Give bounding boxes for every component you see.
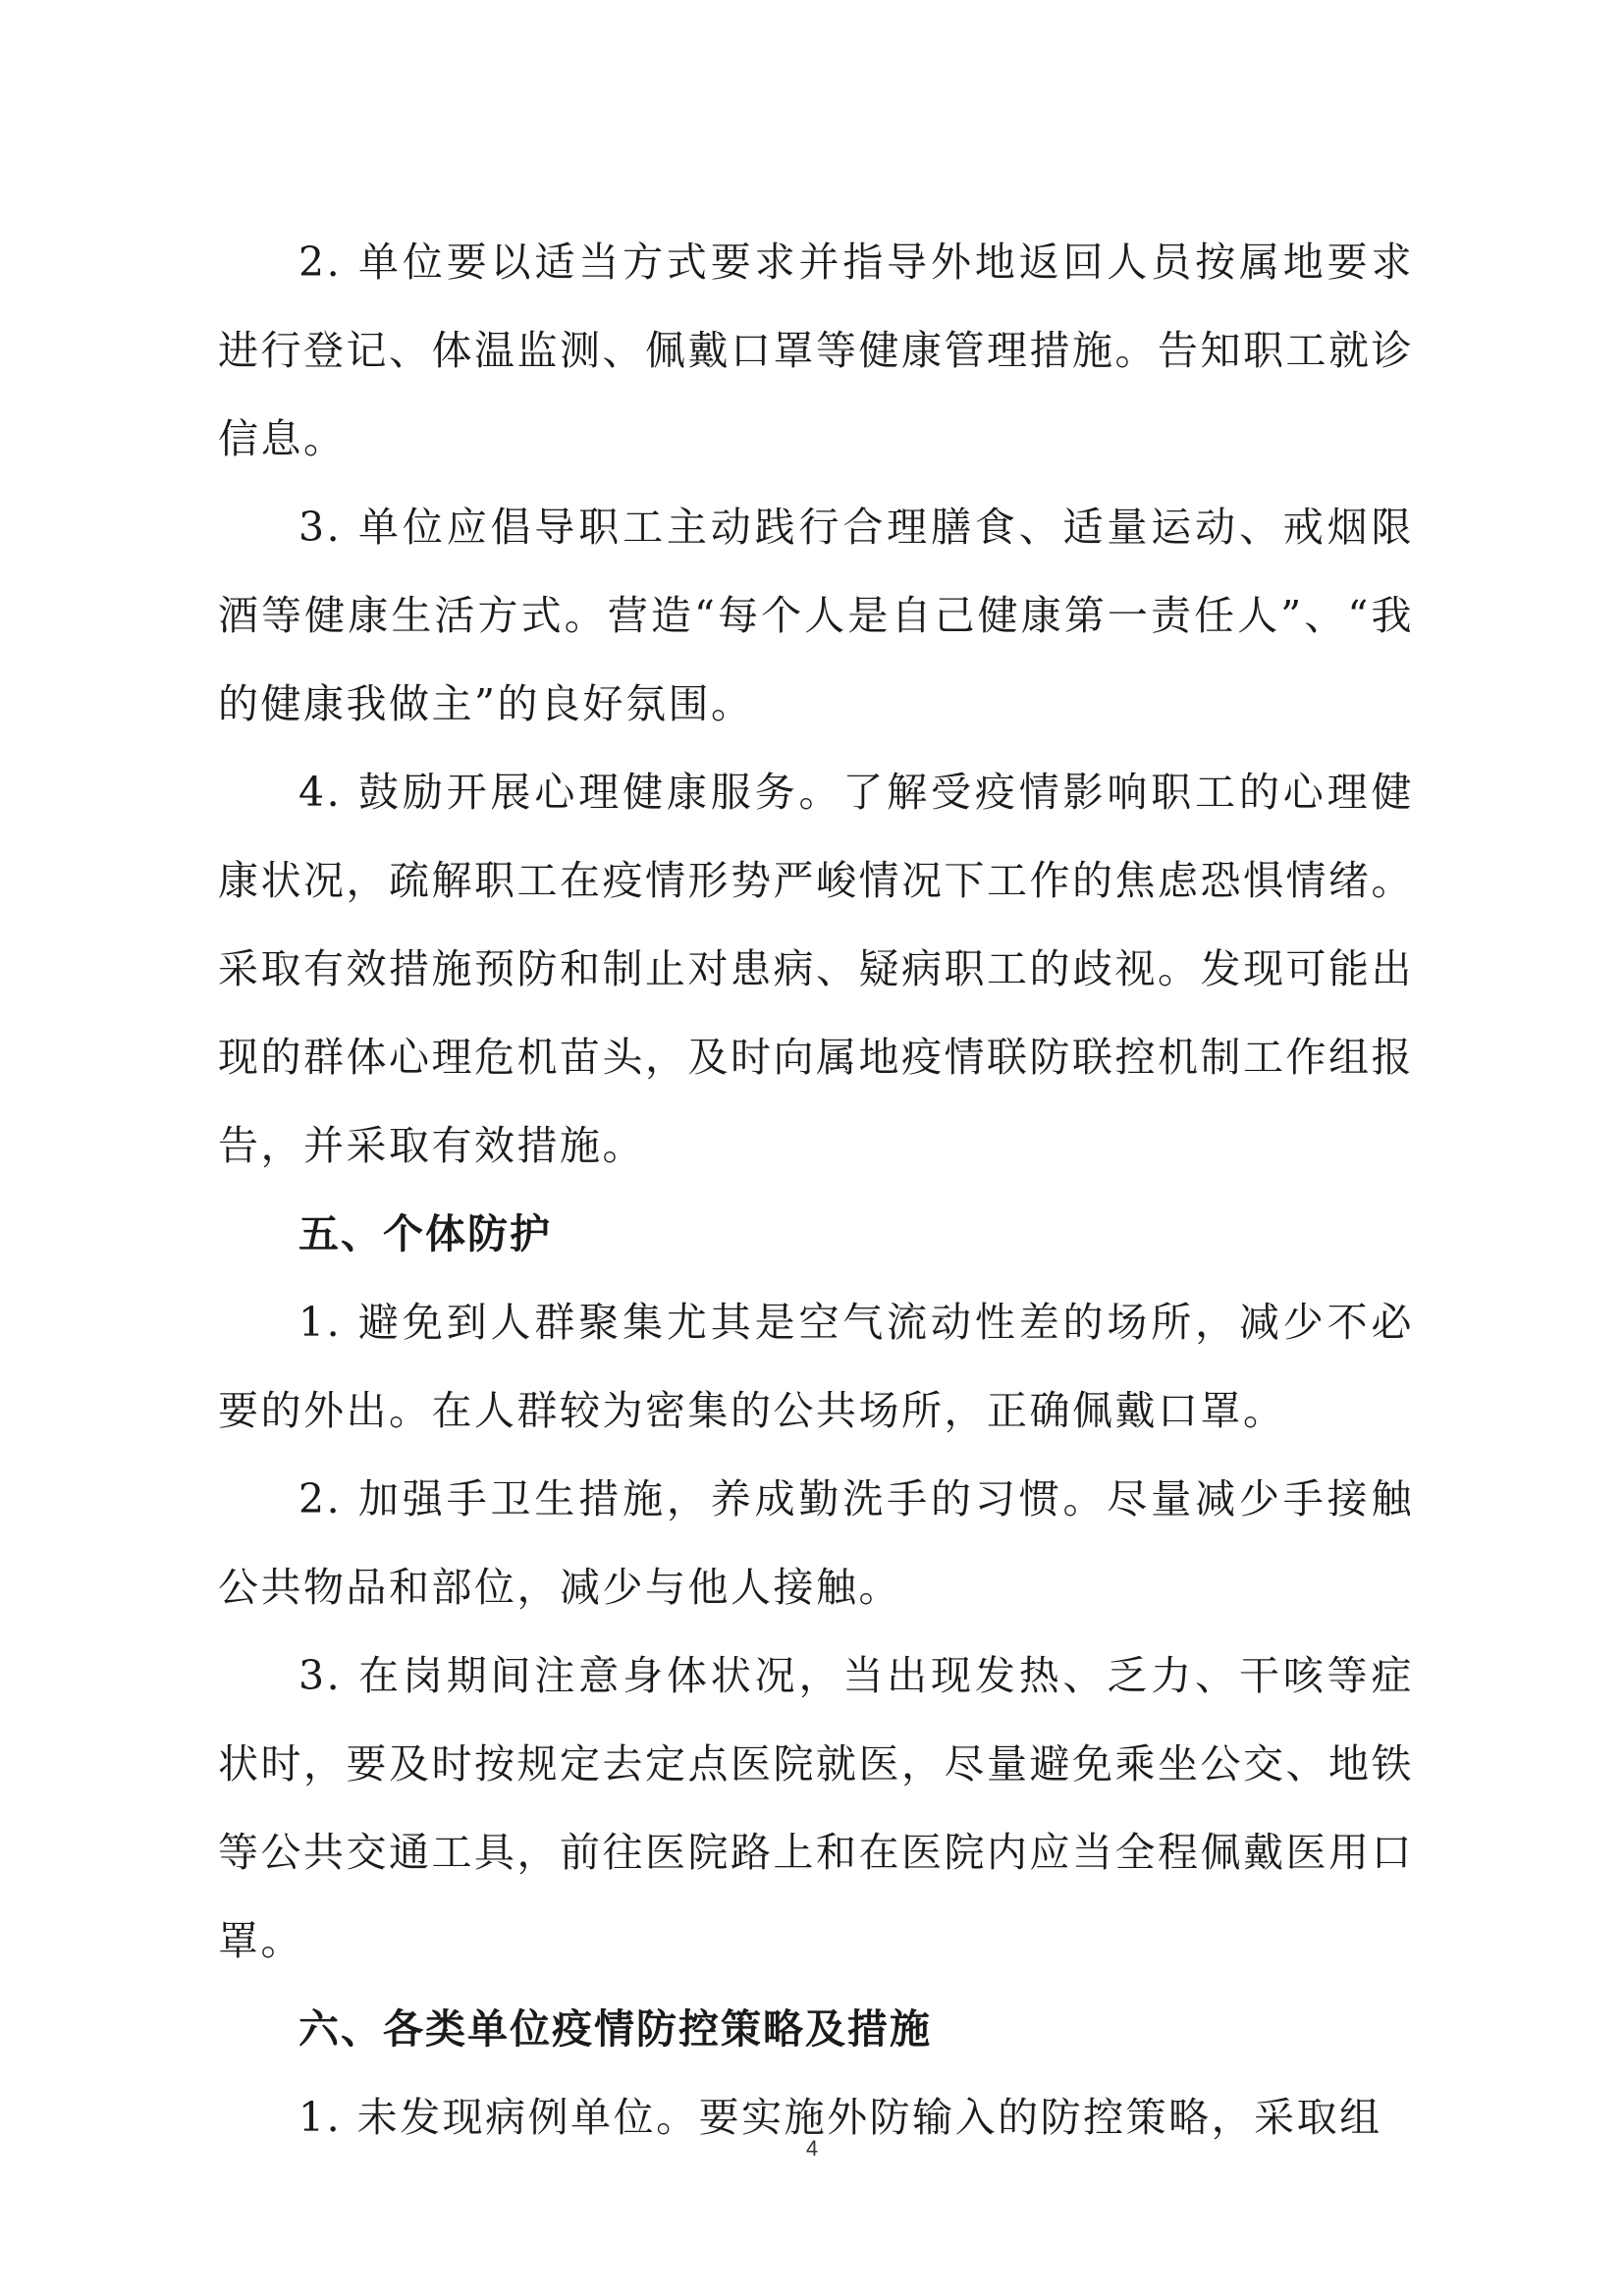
document-body (218, 218, 1414, 2162)
page-number: 4 (805, 2136, 819, 2161)
paragraph-avoid-crowds: 1. 避免到人群聚集尤其是空气流动性差的场所，减少不必要的外出。在人群较为密集的公共场所，正确佩戴口罩。 (218, 1299, 1414, 1434)
section-heading-personal-protection: 五、个体防护 (298, 1210, 552, 1257)
paragraph-returnee-health-management: 2. 单位要以适当方式要求并指导外地返回人员按属地要求进行登记、体温监测、佩戴口罩等健康管理措施。告知职工就诊信息。 (218, 239, 1414, 462)
paragraph-no-case-units: 1. 未发现病例单位。要实施外防输入的防控策略，采取组 (298, 2094, 1382, 2141)
section-heading-unit-strategies: 六、各类单位疫情防控策略及措施 (298, 2005, 932, 2053)
paragraph-mental-health-services: 4. 鼓励开展心理健康服务。了解受疫情影响职工的心理健康状况，疏解职工在疫情形势严峻情况下工作的焦虑恐惧情绪。采取有效措施预防和制止对患病、疑病职工的歧视。发现可能出现的群体心理危机苗头，及时向属地疫情联防联控机制工作组报告，并采取有效措施。 (218, 769, 1414, 1169)
paragraph-symptom-monitoring: 3. 在岗期间注意身体状况，当出现发热、乏力、干咳等症状时，要及时按规定去定点医院就医，尽量避免乘坐公交、地铁等公共交通工具，前往医院路上和在医院内应当全程佩戴医用口罩。 (218, 1652, 1414, 1964)
paragraph-healthy-lifestyle: 3. 单位应倡导职工主动践行合理膳食、适量运动、戒烟限酒等健康生活方式。营造“每个人是自己健康第一责任人”、“我的健康我做主”的良好氛围。 (218, 504, 1414, 727)
paragraph-hand-hygiene: 2. 加强手卫生措施，养成勤洗手的习惯。尽量减少手接触公共物品和部位，减少与他人接触。 (218, 1475, 1414, 1611)
